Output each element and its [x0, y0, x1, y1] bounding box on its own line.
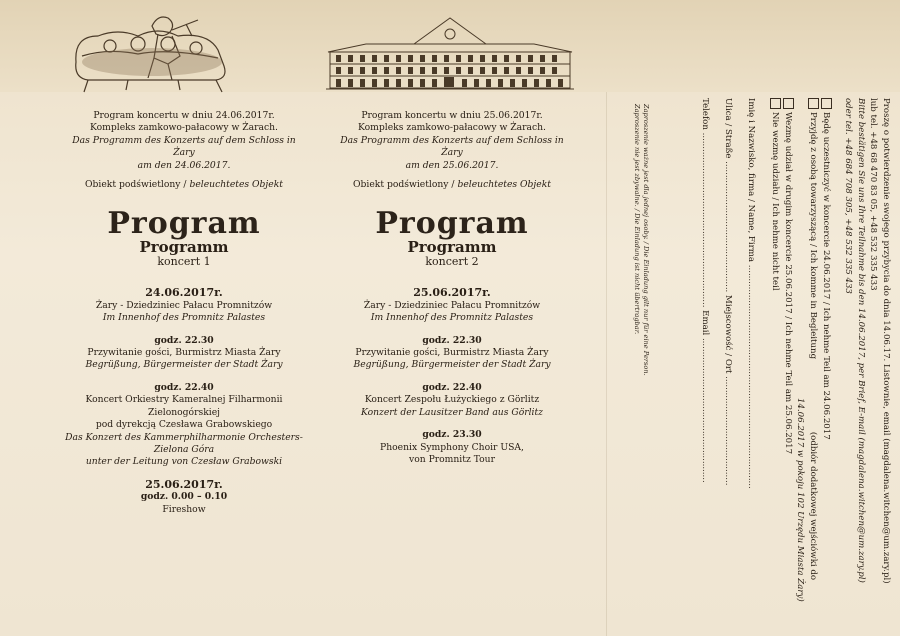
- concert-1-event-2-de-line-1: Das Konzert des Kammerphilharmonie Orchesters- Zielona Góra: [65, 431, 303, 455]
- concert-2-intro-de-line-1: Das Programm des Konzerts auf dem Schloss in Żary: [340, 134, 564, 159]
- concert-2-place: Żary - Dziedziniec Pałacu Promnitzów: [363, 299, 541, 311]
- concert-1-place-de: Im Innenhof des Promnitz Palastes: [102, 312, 266, 324]
- concert-1-intro-de-line-1: Das Programm des Konzerts auf dem Schloss in Żary: [72, 134, 296, 159]
- fold-line: [606, 92, 607, 636]
- concert-1-event-1: Przywitanie gości, Burmistrz Miasta Żary: [87, 347, 281, 359]
- concert-2-number: koncert 2: [425, 255, 479, 269]
- concert-1-date: 24.06.2017r.: [145, 286, 223, 300]
- checkbox-attend-24[interactable]: [821, 98, 832, 109]
- concert-1-column: [62, 110, 306, 516]
- concert-2-event-3-line-2: von Promnitz Tour: [409, 453, 495, 465]
- concert-2-intro-de-line-2: am den 25.06.2017.: [405, 159, 499, 171]
- concert-1-time-1: godz. 22.30: [154, 334, 214, 346]
- concert-1-number: koncert 1: [157, 255, 211, 269]
- phone-email-field[interactable]: Telefon ................................................................ Email .....................................................: [700, 98, 711, 483]
- concert-1-event-2-line-2: pod dyrekcją Czesława Grabowskiego: [95, 419, 273, 431]
- concert-1-time-2: godz. 22.40: [154, 381, 214, 393]
- concert-2-event-2-de: Konzert der Lausitzer Band aus Görlitz: [360, 406, 544, 418]
- rsvp-line-1: Proszę o potwierdzenie swojego przybycia do dnia 14.06.17. Listownie, email (magdalena.witchen@um.zary.pl): [881, 98, 891, 584]
- concert-2-subtitle: Programm: [407, 238, 497, 257]
- checkbox-not-attend[interactable]: [770, 98, 781, 109]
- rsvp-option-4[interactable]: Nie wezmę udziału / Ich nehme nicht teil: [769, 98, 782, 626]
- concert-2-title: Program: [375, 206, 529, 242]
- concert-2-date: 25.06.2017r.: [413, 286, 491, 300]
- concert-1-intro-line-1: Program koncertu w dniu 24.06.2017r.: [93, 110, 275, 121]
- concert-2-lit-note: Obiekt podświetlony / beleuchtetes Objekt: [353, 179, 551, 191]
- checkbox-attend-25[interactable]: [783, 98, 794, 109]
- concert-2-event-3-line-1: Phoenix Symphony Choir USA,: [380, 441, 524, 453]
- concert-2-event-1-de: Begrüßung, Bürgermeister der Stadt Żary: [353, 359, 551, 371]
- concert-1-lit-note: Obiekt podświetlony / beleuchtetes Objekt: [85, 179, 283, 191]
- rsvp-option-2[interactable]: Przyjdę z osobą towarzyszącą / Ich komme in Begleitung (odbiór dodatkowej wejściówki do: [806, 98, 819, 626]
- invitation-note-line-1: Zaproszenie ważne jest dla jednej osoby. / Die Einladung gilt nur für eine Person.: [642, 104, 650, 376]
- name-field[interactable]: Imię i Nazwisko, firma / Name, Firma ..................................................................................: [745, 98, 756, 489]
- invitation-note: [632, 104, 650, 376]
- concert-1-event-3: Fireshow: [162, 503, 206, 515]
- rsvp-line-2: lub tel. +48 68 470 83 05, +48 532 335 433: [868, 98, 879, 291]
- concert-2-intro-line-1: Program koncertu w dniu 25.06.2017r.: [361, 110, 543, 121]
- concert-1-event-2-line-1: Koncert Orkiestry Kameralnej Filharmonii Zielonogórskiej: [85, 394, 283, 418]
- invitation-note-line-2: Zaproszenie nie jest zbywalne. / Die Einladung ist nicht übertragbar.: [633, 104, 641, 335]
- checkbox-companion[interactable]: [808, 98, 819, 109]
- concert-2-time-2: godz. 22.40: [422, 381, 482, 393]
- concert-1-intro-line-2: Kompleks zamkowo-pałacowy w Żarach.: [90, 122, 278, 134]
- concert-1-subtitle: Programm: [139, 238, 229, 257]
- rsvp-option-2-pickup: 14.06.2017 w pokoju 102 Urzędu Miasta Żary): [795, 398, 806, 602]
- concert-2-event-1: Przywitanie gości, Burmistrz Miasta Żary: [355, 347, 549, 359]
- concert-1-event-1-de: Begrüßung, Bürgermeister der Stadt Żary: [85, 359, 283, 371]
- rsvp-line-4: oder tel. +48 684 708 305, +48 532 335 433: [843, 98, 854, 294]
- rsvp-form: [699, 98, 892, 626]
- concert-1-intro-de-line-2: am den 24.06.2017.: [137, 159, 231, 171]
- concert-1-place: Żary - Dziedziniec Pałacu Promnitzów: [95, 299, 273, 311]
- concert-1-event-2-de-line-2: unter der Leitung von Czesław Grabowski: [85, 456, 283, 468]
- concert-1-title: Program: [107, 206, 261, 242]
- concert-2-time-1: godz. 22.30: [422, 334, 482, 346]
- rsvp-option-1[interactable]: Będę uczestniczyć w koncercie 24.06.2017 / Ich nehme Teil am 24.06.2017: [819, 98, 832, 626]
- rsvp-option-3[interactable]: Wezmę udział w drugim koncercie 25.06.2017 / Ich nehme Teil am 25.06.2017: [781, 98, 794, 626]
- rsvp-line-3: Bitte bestätigen Sie uns Ihre Teilnahme bis den 14.06.2017, per Brief, E-mail (magdalena.witchen@um.zary.pl): [855, 98, 866, 583]
- concert-2-event-2: Koncert Zespołu Łużyckiego z Görlitz: [364, 394, 540, 406]
- musician-illustration: [68, 6, 238, 94]
- concert-2-column: [330, 110, 574, 466]
- concert-2-time-3: godz. 23.30: [422, 429, 482, 441]
- concert-2-intro-line-2: Kompleks zamkowo-pałacowy w Żarach.: [358, 122, 546, 134]
- street-city-field[interactable]: Ulica / Straße ................................................ Miejscowość / Ort ........................................: [723, 98, 734, 486]
- concert-2-place-de: Im Innenhof des Promnitz Palastes: [370, 312, 534, 324]
- concert-1-time-3: godz. 0.00 – 0.10: [140, 491, 228, 503]
- concert-1-date-2: 25.06.2017r.: [145, 477, 223, 491]
- palace-illustration: [326, 14, 574, 92]
